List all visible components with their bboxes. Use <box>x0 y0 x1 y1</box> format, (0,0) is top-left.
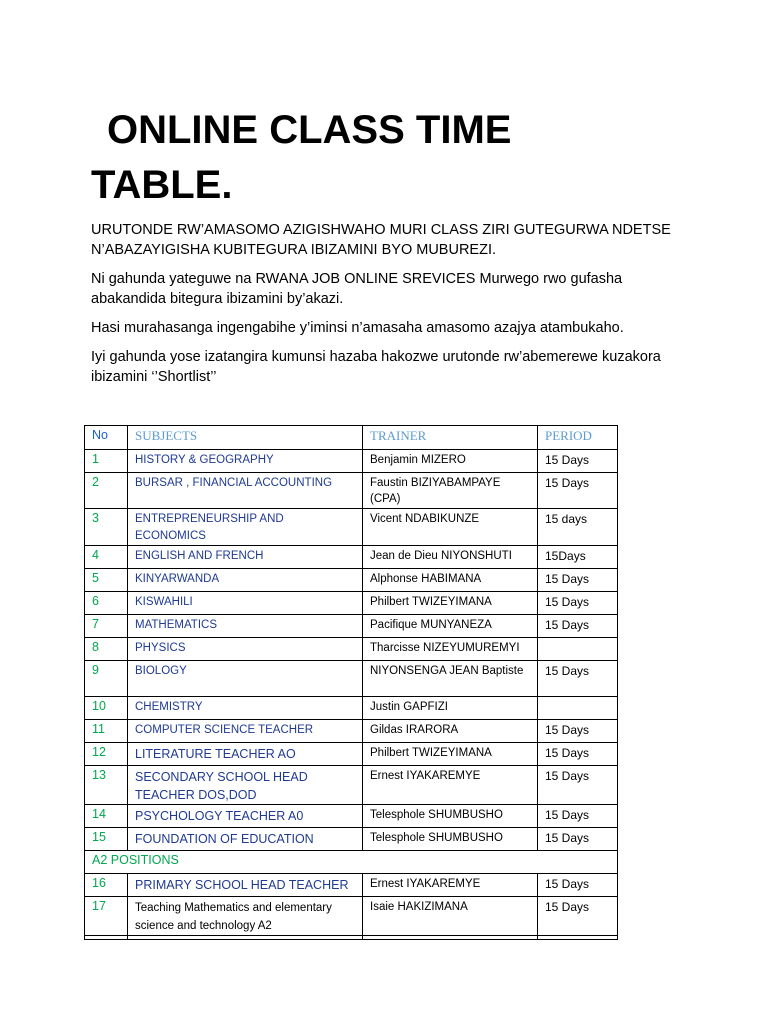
row-period: 15 Days <box>538 661 618 697</box>
row-trainer: Ernest IYAKAREMYE <box>363 766 538 805</box>
table-row <box>85 592 618 615</box>
row-trainer: Telesphole SHUMBUSHO <box>363 828 538 851</box>
row-subject: Teaching Mathematics and elementary science and technology A2 <box>128 897 363 936</box>
section-row <box>85 851 618 874</box>
row-subject: KINYARWANDA <box>128 569 363 592</box>
row-period: 15 Days <box>538 720 618 743</box>
row-trainer: Gildas IRARORA <box>363 720 538 743</box>
row-period: 15 Days <box>538 743 618 766</box>
row-number: 14 <box>85 805 128 828</box>
intro-paragraph: URUTONDE RW’AMASOMO AZIGISHWAHO MURI CLASS ZIRI GUTEGURWA NDETSE N’ABAZAYIGISHA KUBITEGURA IBIZAMINI BYO MUBUREZI. <box>91 222 671 258</box>
row-subject: HISTORY & GEOGRAPHY <box>128 450 363 473</box>
row-subject: LITERATURE TEACHER AO <box>128 743 363 766</box>
row-period: 15 days <box>538 509 618 546</box>
row-number: 1 <box>85 450 128 473</box>
row-number: 10 <box>85 697 128 720</box>
row-period <box>538 697 618 720</box>
table-row <box>85 615 618 638</box>
title-line-1: ONLINE CLASS TIME <box>107 108 512 152</box>
table-row <box>85 720 618 743</box>
row-number: 12 <box>85 743 128 766</box>
row-trainer: Philbert TWIZEYIMANA <box>363 592 538 615</box>
empty-cell <box>363 936 538 940</box>
row-number: 17 <box>85 897 128 936</box>
row-subject: PSYCHOLOGY TEACHER A0 <box>128 805 363 828</box>
table-header-row <box>85 426 618 450</box>
table-row <box>85 897 618 936</box>
table-row <box>85 828 618 851</box>
row-subject: ENGLISH AND FRENCH <box>128 546 363 569</box>
row-trainer: NIYONSENGA JEAN Baptiste <box>363 661 538 697</box>
row-number: 2 <box>85 473 128 509</box>
row-trainer: Justin GAPFIZI <box>363 697 538 720</box>
row-period: 15 Days <box>538 766 618 805</box>
row-subject: SECONDARY SCHOOL HEAD TEACHER DOS,DOD <box>128 766 363 805</box>
header-subjects: SUBJECTS <box>128 426 363 450</box>
table-row <box>85 805 618 828</box>
table-row-empty <box>85 936 618 940</box>
empty-cell <box>128 936 363 940</box>
row-number: 15 <box>85 828 128 851</box>
row-period: 15 Days <box>538 592 618 615</box>
row-trainer: Philbert TWIZEYIMANA <box>363 743 538 766</box>
table-row <box>85 638 618 661</box>
row-number: 11 <box>85 720 128 743</box>
header-trainer: TRAINER <box>363 426 538 450</box>
table-row <box>85 546 618 569</box>
row-subject: KISWAHILI <box>128 592 363 615</box>
table-row <box>85 743 618 766</box>
row-period: 15Days <box>538 546 618 569</box>
row-trainer: Vicent NDABIKUNZE <box>363 509 538 546</box>
schedule-paragraph: Hasi murahasanga ingengabihe y’iminsi n’amasaha amasomo azajya atambukaho. <box>91 320 624 336</box>
row-trainer: Benjamin MIZERO <box>363 450 538 473</box>
table-row <box>85 697 618 720</box>
row-trainer: Tharcisse NIZEYUMUREMYI <box>363 638 538 661</box>
row-subject: BURSAR , FINANCIAL ACCOUNTING <box>128 473 363 509</box>
organizer-paragraph: Ni gahunda yateguwe na RWANA JOB ONLINE SREVICES Murwego rwo gufasha abakandida bitegura ibizamini by’akazi. <box>91 271 623 307</box>
row-period: 15 Days <box>538 450 618 473</box>
row-trainer: Faustin BIZIYABAMPAYE (CPA) <box>363 473 538 509</box>
table-row <box>85 569 618 592</box>
row-number: 7 <box>85 615 128 638</box>
row-number: 13 <box>85 766 128 805</box>
row-trainer: Isaie HAKIZIMANA <box>363 897 538 936</box>
header-no: No <box>85 426 128 450</box>
row-subject: FOUNDATION OF EDUCATION <box>128 828 363 851</box>
table-row <box>85 874 618 897</box>
row-number: 9 <box>85 661 128 697</box>
header-period: PERIOD <box>538 426 618 450</box>
section-label-a2: A2 POSITIONS <box>85 851 618 874</box>
row-subject: MATHEMATICS <box>128 615 363 638</box>
table-row <box>85 766 618 805</box>
row-subject: CHEMISTRY <box>128 697 363 720</box>
table-row <box>85 661 618 697</box>
row-period: 15 Days <box>538 805 618 828</box>
row-subject: PRIMARY SCHOOL HEAD TEACHER <box>128 874 363 897</box>
row-period: 15 Days <box>538 569 618 592</box>
table-row <box>85 450 618 473</box>
row-number: 16 <box>85 874 128 897</box>
row-number: 8 <box>85 638 128 661</box>
row-subject: PHYSICS <box>128 638 363 661</box>
row-trainer: Jean de Dieu NIYONSHUTI <box>363 546 538 569</box>
empty-cell <box>538 936 618 940</box>
row-subject: ENTREPRENEURSHIP AND ECONOMICS <box>128 509 363 546</box>
row-trainer: Telesphole SHUMBUSHO <box>363 805 538 828</box>
table-row <box>85 509 618 546</box>
row-period: 15 Days <box>538 874 618 897</box>
row-period: 15 Days <box>538 615 618 638</box>
row-number: 4 <box>85 546 128 569</box>
row-subject: COMPUTER SCIENCE TEACHER <box>128 720 363 743</box>
row-trainer: Ernest IYAKAREMYE <box>363 874 538 897</box>
row-period <box>538 638 618 661</box>
row-number: 5 <box>85 569 128 592</box>
row-period: 15 Days <box>538 897 618 936</box>
document-title <box>91 103 651 213</box>
row-period: 15 Days <box>538 473 618 509</box>
timetable <box>84 425 618 940</box>
title-line-2: TABLE. <box>91 163 233 207</box>
start-paragraph: Iyi gahunda yose izatangira kumunsi hazaba hakozwe urutonde rw’abemerewe kuzakora ibizamini ‘’Shortlist’’ <box>91 349 661 385</box>
table-row <box>85 473 618 509</box>
row-trainer: Pacifique MUNYANEZA <box>363 615 538 638</box>
empty-cell <box>85 936 128 940</box>
row-subject: BIOLOGY <box>128 661 363 697</box>
row-period: 15 Days <box>538 828 618 851</box>
row-number: 3 <box>85 509 128 546</box>
row-number: 6 <box>85 592 128 615</box>
row-trainer: Alphonse HABIMANA <box>363 569 538 592</box>
